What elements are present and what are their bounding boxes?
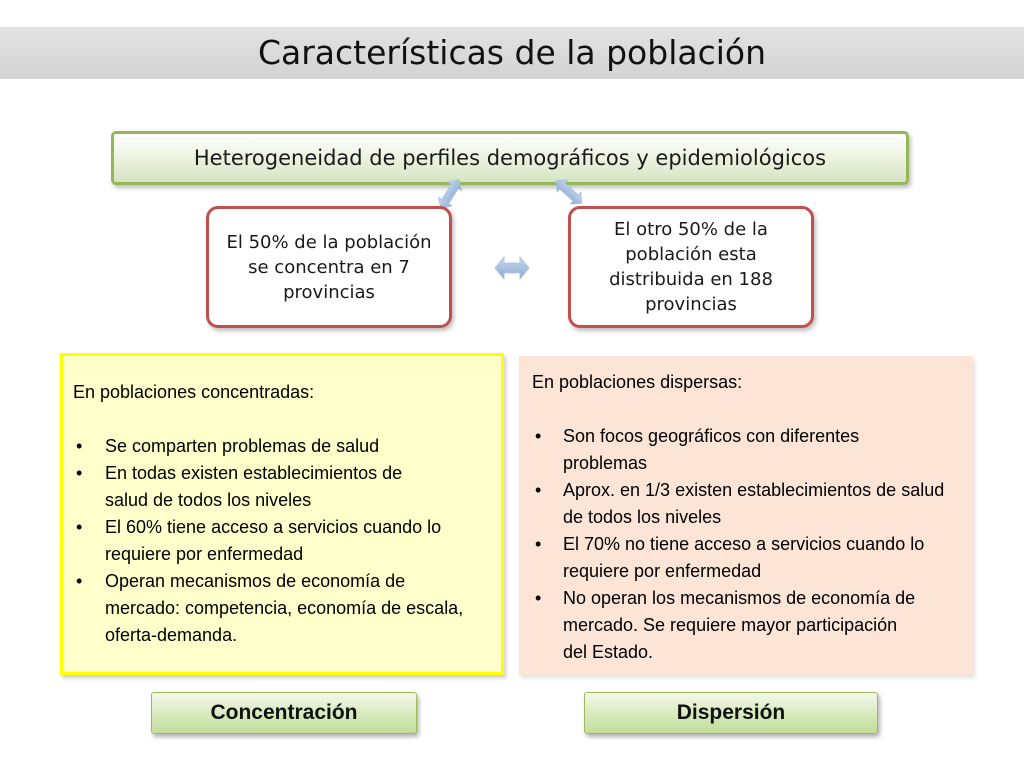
double-arrow-horizontal-icon xyxy=(495,257,529,279)
concentrated-population-box: El 50% de la población se concentra en 7 provincias xyxy=(206,206,452,328)
concentration-label: Concentración xyxy=(151,692,417,734)
concentrated-heading: En poblaciones concentradas: xyxy=(73,382,315,402)
concentrated-panel xyxy=(60,353,504,675)
list-item: • Son focos geográficos con diferentes problemas xyxy=(532,423,965,477)
double-arrow-right-icon xyxy=(551,175,587,210)
list-item: • No operan los mecanismos de economía de mercado. Se requiere mayor participación del Estado. xyxy=(532,585,965,666)
dispersed-panel xyxy=(519,356,973,675)
list-item: • Aprox. en 1/3 existen establecimientos de salud de todos los niveles xyxy=(532,477,965,531)
list-item: • Se comparten problemas de salud xyxy=(73,433,493,460)
list-item: • En todas existen establecimientos de salud de todos los niveles xyxy=(73,460,493,514)
dispersed-heading: En poblaciones dispersas: xyxy=(532,372,743,392)
list-item: • Operan mecanismos de economía de mercado: competencia, economía de escala, oferta-demanda. xyxy=(73,568,493,649)
dispersed-population-box: El otro 50% de la población esta distribuida en 188 provincias xyxy=(568,206,814,328)
concentrated-list xyxy=(73,433,493,649)
slide-title: Características de la población xyxy=(257,33,767,72)
dispersed-list xyxy=(532,423,965,666)
list-item: • El 60% tiene acceso a servicios cuando lo requiere por enfermedad xyxy=(73,514,493,568)
list-item: • El 70% no tiene acceso a servicios cuando lo requiere por enfermedad xyxy=(532,531,965,585)
heterogeneity-box: Heterogeneidad de perfiles demográficos y epidemiológicos xyxy=(111,131,909,185)
dispersion-label: Dispersión xyxy=(584,692,878,734)
